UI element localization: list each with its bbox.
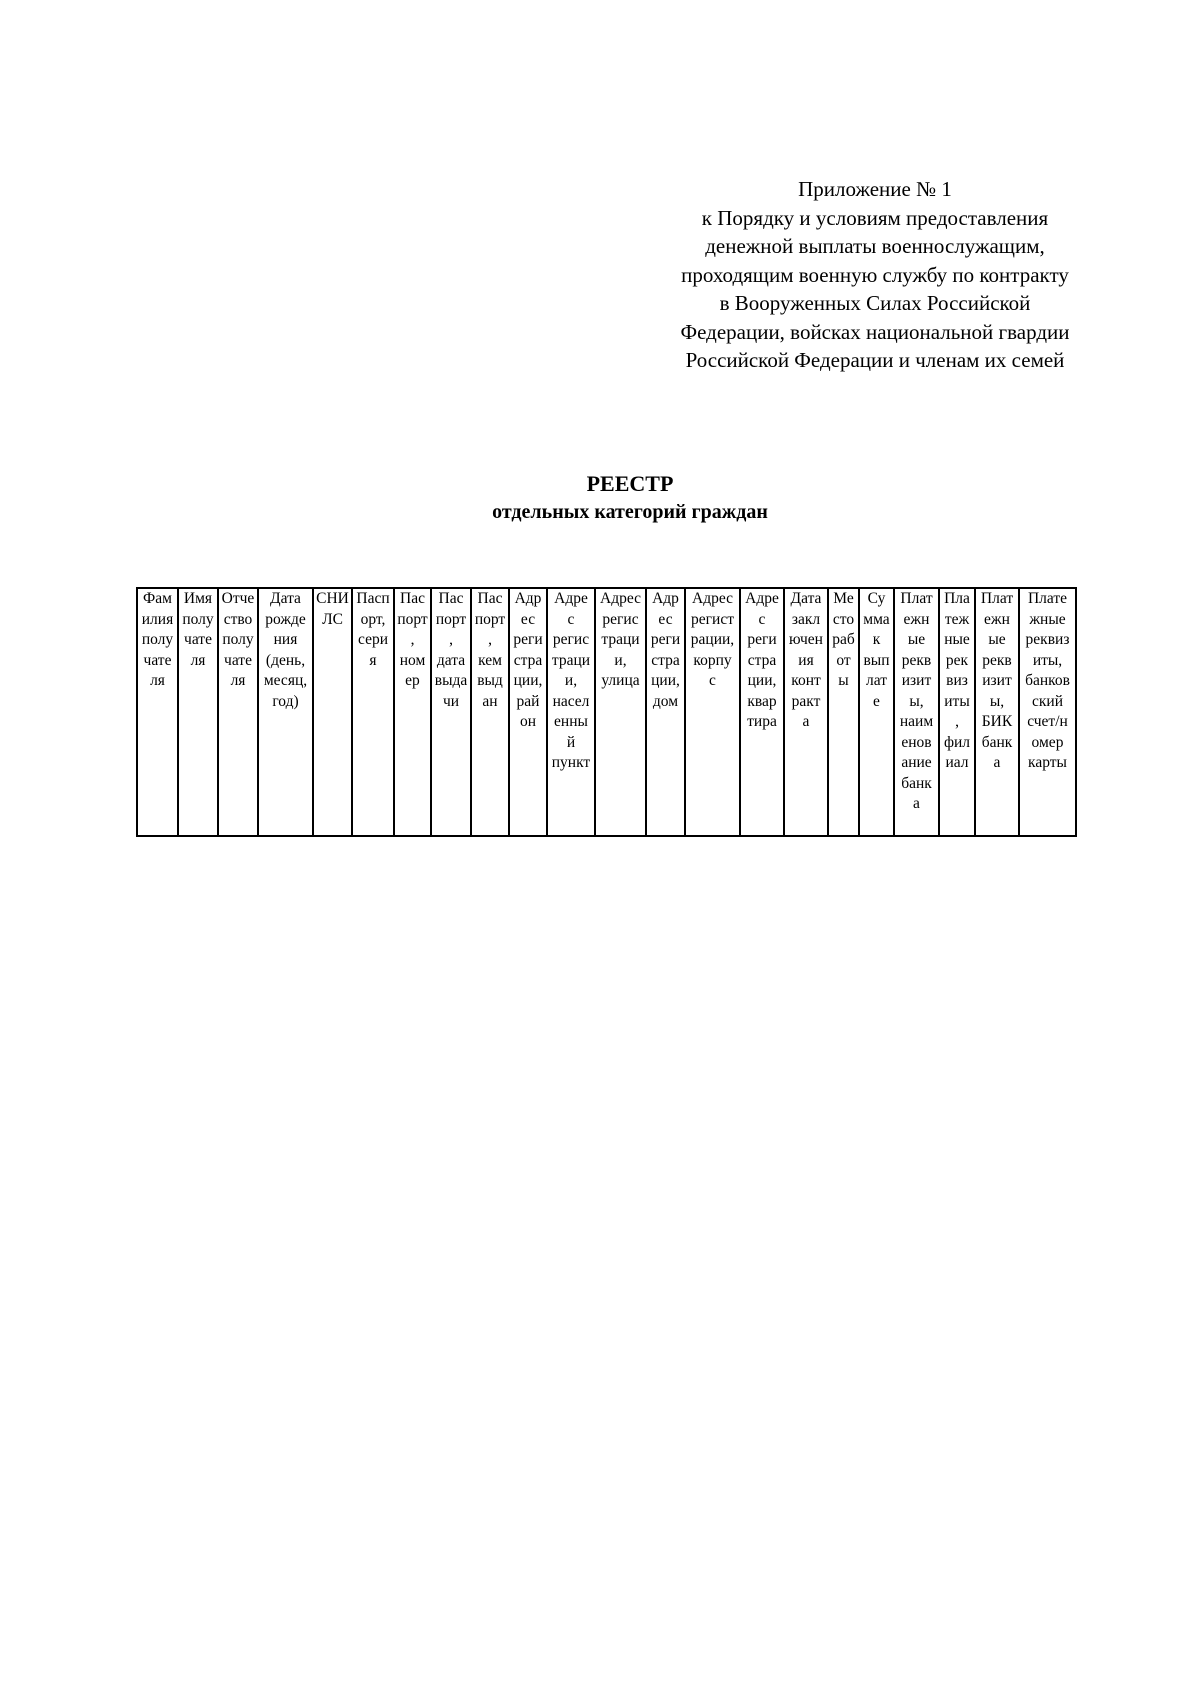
column-header-text: БИК (981, 713, 1013, 730)
column-header-text: Дата (270, 590, 301, 607)
column-header-text: ЛС (322, 610, 343, 628)
title-sub: отдельных категорий граждан (492, 501, 768, 523)
column-header-text: он (519, 713, 537, 730)
column-header-text: орт, (360, 610, 386, 628)
column-header-text: рек (945, 651, 969, 669)
column-header-text: банков (1025, 672, 1070, 689)
column-header-text: иты (944, 692, 970, 710)
column-header-text: , (488, 631, 492, 648)
column-header-text: , (955, 713, 959, 730)
column-header-text: полу (141, 631, 174, 648)
column-header-text: ство (223, 610, 253, 628)
column-header-text: пункт (551, 754, 591, 771)
column-header-text: ер (405, 672, 420, 689)
appendix-line: Федерации, войсках национальной гвардии (680, 319, 1070, 344)
column-header (939, 588, 975, 836)
column-header-text: наим (899, 713, 934, 730)
column-header-text: ия (798, 651, 814, 669)
column-header-text: Отче (221, 590, 255, 607)
column-header-text: с (758, 610, 766, 628)
column-header-text: ес (520, 610, 536, 628)
column-header-text: СНИ (316, 590, 349, 607)
column-header-text: Плат (980, 590, 1014, 607)
column-header-text: стра (513, 651, 543, 669)
column-header-text: Дата (790, 590, 822, 607)
column-header-text: улица (601, 672, 640, 689)
appendix-line: Приложение № 1 (798, 177, 952, 201)
column-header-text: порт (397, 610, 428, 628)
column-header-text: стра (651, 651, 680, 669)
column-header (646, 588, 685, 836)
column-header-text: реги (513, 631, 543, 648)
column-header-text: изит (982, 672, 1012, 689)
column-header (828, 588, 859, 836)
registry-table (136, 587, 1077, 837)
column-header-text: ежн (984, 610, 1010, 628)
column-header (975, 588, 1019, 836)
column-header-text: рай (516, 692, 540, 710)
column-header-text: тира (747, 713, 777, 730)
column-header-text: выд (477, 672, 503, 689)
column-header-text: ежн (903, 610, 930, 628)
column-header-text: Фам (143, 590, 172, 607)
column-header-text: теж (944, 610, 970, 628)
column-header-text: траци (601, 631, 640, 648)
column-header (258, 588, 313, 836)
column-header-text: кем (478, 651, 502, 669)
column-header (894, 588, 939, 836)
column-header (352, 588, 394, 836)
column-header-text: енов (901, 733, 932, 751)
column-header-text: рекв (982, 651, 1012, 669)
column-header-text: дом (652, 692, 679, 710)
column-header-text: Пасп (356, 590, 390, 607)
column-header-text: Пла (944, 590, 970, 607)
appendix-line: в Вооруженных Силах Российской (719, 291, 1031, 315)
column-header-text: ы (838, 672, 849, 689)
column-header-text: карты (1028, 754, 1067, 771)
column-header-text: траци (551, 651, 591, 669)
column-header-text: банк (901, 774, 932, 792)
appendix-line: к Порядку и условиям предоставления (701, 205, 1049, 230)
column-header (178, 588, 218, 836)
column-header-text: ракт (791, 692, 821, 710)
column-header-text: регист (691, 610, 734, 628)
column-header-text: год) (272, 692, 299, 710)
column-header-text: ля (230, 672, 246, 689)
column-header-text: лат (866, 672, 887, 689)
column-header (685, 588, 740, 836)
column-header-text: от (836, 651, 851, 669)
column-header-text: виз (946, 672, 968, 689)
column-header-text: Адрес (600, 590, 641, 607)
title-main: РЕЕСТР (586, 471, 674, 496)
document-title (0, 470, 1200, 526)
column-header-text: Пас (400, 590, 425, 607)
column-header-text: ции, (747, 672, 777, 689)
column-header-text: ции, (513, 672, 543, 689)
column-header-text: банк (981, 733, 1013, 751)
column-header-text: я (369, 651, 377, 669)
column-header-text: рожде (265, 610, 306, 628)
column-header-text: месяц, (263, 672, 308, 689)
appendix-line: проходящим военную службу по контракту (681, 262, 1069, 287)
column-header-text: ание (901, 754, 932, 771)
appendix-line: Российской Федерации и членам их семей (685, 348, 1065, 372)
column-header (137, 588, 178, 836)
header-row (137, 588, 1076, 836)
column-header-text: чате (143, 651, 172, 669)
appendix-line: денежной выплаты военнослужащим, (705, 234, 1045, 258)
column-header (740, 588, 784, 836)
column-header-text: реги (747, 631, 777, 648)
column-header-text: ы, (909, 692, 924, 710)
column-header-text: иты, (1032, 651, 1063, 669)
column-header-text: а (913, 795, 920, 812)
column-header-text: а (993, 754, 1001, 771)
column-header-text: мма (863, 610, 890, 628)
column-header-text: Адрес (692, 590, 733, 607)
column-header-text: ля (190, 651, 206, 669)
column-header (859, 588, 894, 836)
column-header-text: конт (791, 672, 821, 689)
column-header-text: фил (943, 733, 971, 751)
column-header-text: Адр (652, 590, 679, 607)
column-header-text: енны (554, 713, 588, 730)
column-header-text: порт (474, 610, 506, 628)
column-header-text: , (410, 631, 415, 648)
column-header-text: полу (182, 610, 214, 628)
column-header-text: Плате (1027, 590, 1068, 607)
column-header (784, 588, 828, 836)
column-header-text: регис (552, 631, 590, 648)
column-header-text: илия (141, 610, 174, 628)
column-header-text: а (802, 713, 810, 730)
column-header (394, 588, 431, 836)
column-header-text: ции, (651, 672, 680, 689)
column-header (1019, 588, 1076, 836)
column-header-text: ан (482, 692, 498, 710)
column-header (471, 588, 509, 836)
column-header-text: квар (747, 692, 777, 710)
column-header-text: Адре (554, 590, 588, 607)
column-header-text: Адре (745, 590, 779, 607)
column-header-text: ский (1032, 692, 1063, 710)
column-header-text: полу (222, 631, 254, 648)
appendix-header (640, 175, 1110, 375)
column-header (595, 588, 646, 836)
column-header-text: реги (650, 631, 681, 648)
column-header-text: чате (224, 651, 252, 669)
column-header (218, 588, 258, 836)
column-header-text: ы, (989, 692, 1005, 710)
column-header (509, 588, 547, 836)
column-header-text: и, (614, 651, 627, 669)
column-header-text: счет/н (1027, 713, 1068, 730)
column-header-text: ючен (789, 631, 823, 648)
column-header-text: Пас (477, 590, 503, 607)
column-header-text: омер (1031, 733, 1064, 751)
column-header-text: порт (435, 610, 467, 628)
column-header-text: к (872, 631, 881, 648)
column-header-text: ном (399, 651, 426, 669)
column-header-text: с (709, 672, 716, 689)
column-header-text: рекв (901, 651, 932, 669)
column-header-text: насел (552, 692, 590, 710)
column-header-text: чи (442, 692, 460, 710)
column-header (431, 588, 471, 836)
column-header-text: жные (1029, 610, 1066, 628)
column-header-text: сери (358, 631, 388, 648)
column-header-text: дата (436, 651, 466, 669)
column-header-text: ес (658, 610, 673, 628)
column-header-text: вып (863, 651, 890, 669)
column-header-text: й (566, 733, 576, 751)
column-header-text: Плат (900, 590, 933, 607)
column-header-text: Ме (833, 590, 854, 607)
column-header-text: изит (901, 672, 932, 689)
column-header (547, 588, 595, 836)
column-header-text: ля (150, 672, 165, 689)
column-header-text: регис (602, 610, 639, 628)
column-header-text: чате (184, 631, 212, 648)
column-header-text: корпу (693, 651, 732, 669)
column-header-text: сто (832, 610, 855, 628)
column-header-text: , (449, 631, 453, 648)
column-header-text: выда (434, 672, 468, 689)
column-header-text: раб (832, 631, 855, 648)
column-header-text: ния (273, 631, 298, 648)
column-header-text: закл (791, 610, 821, 628)
column-header-text: Имя (183, 590, 213, 607)
column-header-text: (день, (265, 651, 306, 669)
column-header-text: с (567, 610, 575, 628)
column-header-text: и, (564, 672, 578, 689)
column-header-text: ные (944, 631, 970, 648)
column-header-text: е (873, 692, 880, 710)
column-header-text: иал (945, 754, 969, 771)
column-header-text: рации, (690, 631, 735, 648)
column-header-text: реквиз (1025, 631, 1070, 648)
column-header-text: Пас (438, 590, 464, 607)
column-header-text: Адр (514, 590, 542, 607)
column-header-text: ые (988, 631, 1006, 648)
column-header-text: Су (867, 590, 886, 607)
column-header-text: ые (907, 631, 926, 648)
column-header-text: стра (747, 651, 777, 669)
column-header (313, 588, 352, 836)
